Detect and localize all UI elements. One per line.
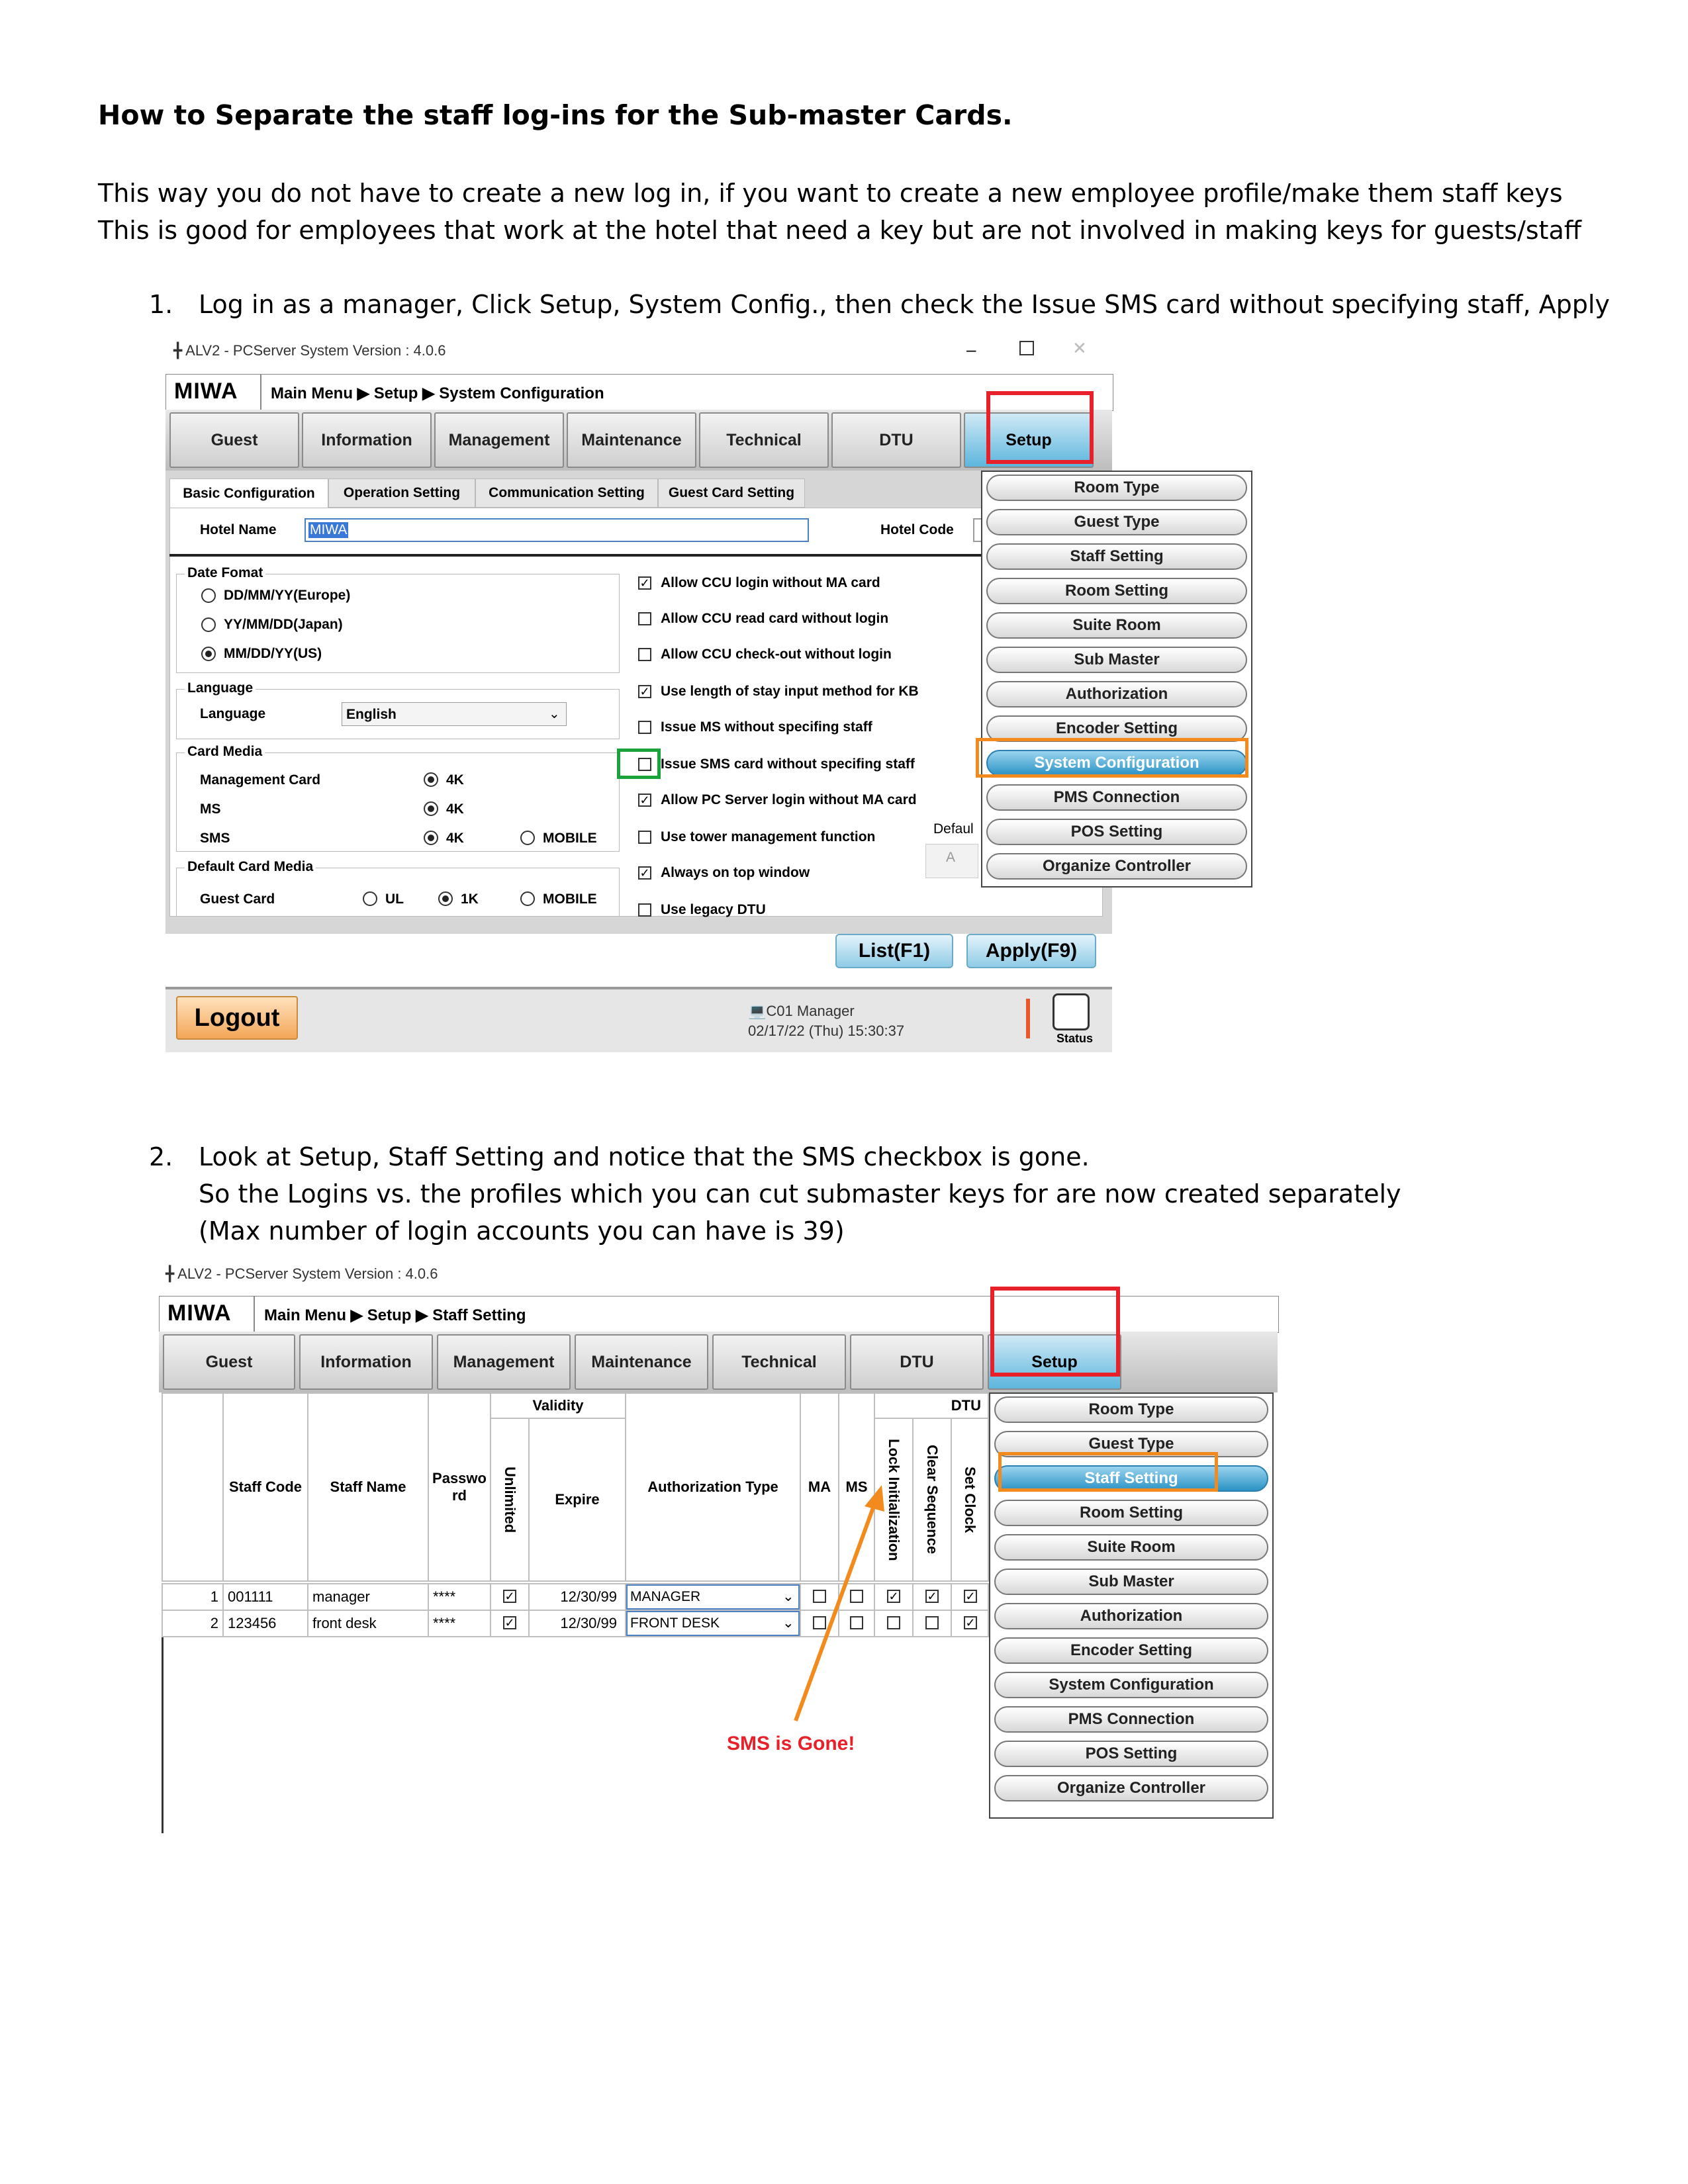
nav-management[interactable]: Management: [434, 412, 564, 468]
guest-card-mobile-radio[interactable]: [520, 891, 535, 906]
row-2-password[interactable]: ****: [429, 1611, 490, 1636]
row-1-password[interactable]: ****: [429, 1584, 490, 1610]
window-title: ╋ ALV2 - PCServer System Version : 4.0.6: [173, 342, 446, 359]
allow-pc-login-label: Allow PC Server login without MA card: [661, 792, 917, 807]
status-label: Status: [1056, 1032, 1094, 1045]
status-datetime: 02/17/22 (Thu) 15:30:37: [748, 1023, 905, 1039]
sms-card-label: SMS: [200, 831, 230, 846]
nav-guest[interactable]: Guest: [163, 1334, 295, 1390]
status-icon[interactable]: [1053, 993, 1090, 1030]
computer-icon: 💻: [748, 1003, 767, 1019]
hotel-code-label: Hotel Code: [880, 522, 954, 537]
menu-sub-master[interactable]: Sub Master: [986, 647, 1247, 673]
tab-basic-configuration[interactable]: Basic Configuration: [169, 478, 328, 508]
date-format-radio-europe[interactable]: [201, 588, 216, 603]
menu-encoder-setting[interactable]: Encoder Setting: [994, 1637, 1268, 1664]
issue-ms-checkbox[interactable]: [638, 721, 651, 734]
always-on-top-label: Always on top window: [661, 865, 810, 880]
tower-management-label: Use tower management function: [661, 829, 876, 844]
menu-authorization[interactable]: Authorization: [994, 1603, 1268, 1629]
nav-maintenance[interactable]: Maintenance: [567, 412, 696, 468]
main-nav: [165, 410, 1112, 471]
menu-staff-setting[interactable]: Staff Setting: [994, 1465, 1268, 1492]
date-format-radio-japan[interactable]: [201, 617, 216, 632]
nav-management[interactable]: Management: [437, 1334, 571, 1390]
step-2-line-2: So the Logins vs. the profiles which you can cut submaster keys for are now created separately: [199, 1179, 1401, 1208]
guest-card-mobile-label: MOBILE: [543, 891, 597, 907]
page-heading: How to Separate the staff log-ins for the Sub-master Cards.: [98, 99, 1013, 131]
nav-information[interactable]: Information: [302, 412, 432, 468]
row-2-number: 2: [163, 1611, 222, 1636]
header-expire: Expire: [530, 1419, 625, 1580]
allow-ccu-login-checkbox[interactable]: ✓: [638, 576, 651, 590]
menu-room-type[interactable]: Room Type: [986, 475, 1247, 501]
ms-card-4k-label: 4K: [446, 801, 464, 817]
header-ms: MS: [839, 1394, 874, 1580]
menu-guest-type[interactable]: Guest Type: [986, 509, 1247, 535]
sms-card-mobile-label: MOBILE: [543, 831, 597, 846]
tab-guest-card-setting[interactable]: Guest Card Setting: [658, 478, 805, 508]
menu-system-configuration[interactable]: System Configuration: [994, 1672, 1268, 1698]
menu-staff-setting[interactable]: Staff Setting: [986, 543, 1247, 570]
length-of-stay-checkbox[interactable]: ✓: [638, 685, 651, 698]
breadcrumb-bar: [165, 374, 1113, 411]
row-2-staff-code[interactable]: 123456: [224, 1611, 307, 1636]
step-1-number: 1.: [149, 290, 173, 319]
allow-pc-login-checkbox[interactable]: ✓: [638, 794, 651, 807]
legacy-dtu-checkbox[interactable]: [638, 903, 651, 917]
guest-card-label: Guest Card: [200, 891, 275, 907]
row-2-staff-name[interactable]: front desk: [308, 1611, 428, 1636]
row-2-expire[interactable]: 12/30/99: [530, 1611, 625, 1636]
management-card-4k-label: 4K: [446, 772, 464, 788]
allow-ccu-checkout-label: Allow CCU check-out without login: [661, 647, 892, 662]
nav-technical[interactable]: Technical: [712, 1334, 846, 1390]
menu-pms-connection[interactable]: PMS Connection: [986, 784, 1247, 811]
menu-suite-room[interactable]: Suite Room: [994, 1534, 1268, 1561]
header-ma: MA: [801, 1394, 838, 1580]
management-card-label: Management Card: [200, 772, 321, 788]
menu-organize-controller[interactable]: Organize Controller: [994, 1775, 1268, 1801]
row-2-authorization-select[interactable]: FRONT DESK ⌄: [626, 1611, 800, 1636]
arrow-head-icon: [865, 1485, 884, 1512]
tab-operation-setting[interactable]: Operation Setting: [328, 478, 475, 508]
management-card-4k-radio[interactable]: [424, 772, 438, 787]
menu-room-setting[interactable]: Room Setting: [986, 578, 1247, 604]
default-field[interactable]: A: [925, 844, 978, 878]
list-button[interactable]: List(F1): [835, 934, 953, 968]
hotel-name-input[interactable]: MIWA: [305, 518, 809, 542]
nav-dtu[interactable]: DTU: [850, 1334, 984, 1390]
hotel-name-label: Hotel Name: [200, 522, 277, 537]
menu-pms-connection[interactable]: PMS Connection: [994, 1706, 1268, 1733]
row-1-number: 1: [163, 1584, 222, 1610]
ms-card-label: MS: [200, 801, 221, 817]
screenshot-staff-setting: [159, 1257, 1278, 1833]
chevron-down-icon: ⌄: [782, 1615, 794, 1631]
row-1-unlimited-checkbox[interactable]: ✓: [503, 1590, 516, 1603]
menu-authorization[interactable]: Authorization: [986, 681, 1247, 707]
allow-ccu-read-label: Allow CCU read card without login: [661, 611, 889, 626]
logout-button[interactable]: Logout: [176, 996, 298, 1040]
header-dtu: DTU: [875, 1394, 988, 1418]
header-authorization-type: Authorization Type: [626, 1394, 800, 1580]
row-1-authorization-select[interactable]: MANAGER ⌄: [626, 1584, 800, 1610]
menu-pos-setting[interactable]: POS Setting: [994, 1741, 1268, 1767]
sms-card-mobile-radio[interactable]: [520, 831, 535, 845]
intro-line-1: This way you do not have to create a new log in, if you want to create a new employee profile/make them staff keys: [98, 179, 1563, 208]
date-format-radio-us[interactable]: [201, 647, 216, 661]
nav-information[interactable]: Information: [299, 1334, 433, 1390]
language-label: Language: [200, 706, 266, 721]
menu-pos-setting[interactable]: POS Setting: [986, 819, 1247, 845]
issue-sms-highlight-box: [617, 749, 661, 779]
row-2-set-clock-checkbox[interactable]: ✓: [964, 1616, 977, 1629]
row-1-set-clock-checkbox[interactable]: ✓: [964, 1590, 977, 1603]
breadcrumb-2: Main Menu ▶ Setup ▶ Staff Setting: [264, 1306, 526, 1324]
staff-setting-highlight-box: [998, 1452, 1218, 1492]
intro-line-2: This is good for employees that work at the hotel that need a key but are not involved in making keys for guests/staff: [98, 216, 1581, 245]
apply-button[interactable]: Apply(F9): [966, 934, 1096, 968]
menu-sub-master[interactable]: Sub Master: [994, 1569, 1268, 1595]
ms-card-4k-radio[interactable]: [424, 801, 438, 816]
language-select[interactable]: English ⌄: [342, 702, 567, 726]
row-1-clear-seq-checkbox[interactable]: ✓: [925, 1590, 939, 1603]
step-2-line-3: (Max number of login accounts you can have is 39): [199, 1216, 845, 1246]
nav-setup[interactable]: Setup: [964, 412, 1094, 468]
tower-management-checkbox[interactable]: [638, 831, 651, 844]
miwa-logo-2: MIWA: [167, 1300, 232, 1326]
step-2-line-1: Look at Setup, Staff Setting and notice that the SMS checkbox is gone.: [199, 1142, 1090, 1171]
step-2-number: 2.: [149, 1142, 173, 1171]
screenshot-system-configuration: [165, 334, 1251, 1052]
sms-card-4k-radio[interactable]: [424, 831, 438, 845]
menu-suite-room[interactable]: Suite Room: [986, 612, 1247, 639]
header-clear-sequence: Clear Sequence: [914, 1419, 951, 1580]
issue-sms-label: Issue SMS card without specifing staff: [661, 756, 915, 772]
nav-maintenance[interactable]: Maintenance: [575, 1334, 708, 1390]
row-1-staff-name[interactable]: manager: [308, 1584, 428, 1610]
default-label: Defaul: [933, 821, 974, 837]
always-on-top-checkbox[interactable]: ✓: [638, 866, 651, 880]
tab-communication-setting[interactable]: Communication Setting: [475, 478, 658, 508]
allow-ccu-checkout-checkbox[interactable]: [638, 648, 651, 661]
allow-ccu-login-label: Allow CCU login without MA card: [661, 575, 880, 590]
sms-gone-annotation: SMS is Gone!: [727, 1733, 855, 1754]
header-password: Passwo rd: [429, 1394, 490, 1580]
menu-guest-type[interactable]: Guest Type: [994, 1431, 1268, 1457]
sms-card-4k-label: 4K: [446, 831, 464, 846]
step-1-text: Log in as a manager, Click Setup, System Config., then check the Issue SMS card without specifying staff, Apply: [199, 290, 1610, 319]
header-validity: Validity: [491, 1394, 625, 1418]
window-title-2: ╋ ALV2 - PCServer System Version : 4.0.6: [165, 1265, 438, 1282]
nav-dtu[interactable]: DTU: [831, 412, 961, 468]
card-media-group: Card Media: [176, 752, 620, 852]
guest-card-ul-radio[interactable]: [363, 891, 377, 906]
length-of-stay-label: Use length of stay input method for KB: [661, 684, 919, 699]
nav-guest[interactable]: Guest: [169, 412, 299, 468]
menu-room-setting[interactable]: Room Setting: [994, 1500, 1268, 1526]
guest-card-1k-radio[interactable]: [438, 891, 453, 906]
menu-room-type[interactable]: Room Type: [994, 1396, 1268, 1423]
header-lock-initialization: Lock Initialization: [875, 1419, 912, 1580]
miwa-logo: MIWA: [174, 379, 238, 404]
legacy-dtu-label: Use legacy DTU: [661, 902, 766, 917]
language-group: Language: [176, 689, 620, 739]
maximize-icon[interactable]: [1019, 341, 1034, 355]
header-set-clock: Set Clock: [952, 1419, 988, 1580]
chevron-down-icon: ⌄: [782, 1589, 794, 1604]
app-icon: ╋: [165, 1265, 175, 1282]
breadcrumb: Main Menu ▶ Setup ▶ System Configuration: [271, 385, 604, 402]
row-1-lock-init-checkbox[interactable]: ✓: [887, 1590, 900, 1603]
header-staff-name: Staff Name: [308, 1394, 428, 1580]
date-format-group: Date Fomat: [176, 574, 620, 673]
close-icon[interactable]: ✕: [1072, 338, 1087, 358]
setup-menu: [981, 471, 1252, 887]
default-card-media-group: Default Card Media: [176, 868, 620, 917]
guest-card-1k-label: 1K: [461, 891, 479, 907]
nav-technical[interactable]: Technical: [699, 412, 829, 468]
header-unlimited: Unlimited: [491, 1419, 528, 1580]
row-1-staff-code[interactable]: 001111: [224, 1584, 307, 1610]
date-format-us-label: MM/DD/YY(US): [224, 646, 322, 661]
status-terminal: 💻C01 Manager: [748, 1003, 855, 1019]
issue-ms-label: Issue MS without specifing staff: [661, 719, 872, 735]
menu-system-configuration[interactable]: System Configuration: [986, 750, 1247, 776]
header-staff-code: Staff Code: [224, 1394, 307, 1580]
menu-encoder-setting[interactable]: Encoder Setting: [986, 715, 1247, 742]
nav-setup[interactable]: Setup: [988, 1334, 1121, 1390]
allow-ccu-read-checkbox[interactable]: [638, 612, 651, 625]
row-2-unlimited-checkbox[interactable]: ✓: [503, 1616, 516, 1629]
date-format-japan-label: YY/MM/DD(Japan): [224, 617, 343, 632]
date-format-europe-label: DD/MM/YY(Europe): [224, 588, 351, 603]
menu-organize-controller[interactable]: Organize Controller: [986, 853, 1247, 880]
system-config-highlight-box: [976, 738, 1248, 778]
row-1-expire[interactable]: 12/30/99: [530, 1584, 625, 1610]
chevron-down-icon: ⌄: [549, 707, 560, 721]
setup-highlight-box: [986, 391, 1094, 464]
minimize-icon[interactable]: –: [966, 340, 976, 359]
config-tabs: [169, 478, 1103, 508]
guest-card-ul-label: UL: [385, 891, 404, 907]
app-icon: ╋: [173, 342, 183, 359]
